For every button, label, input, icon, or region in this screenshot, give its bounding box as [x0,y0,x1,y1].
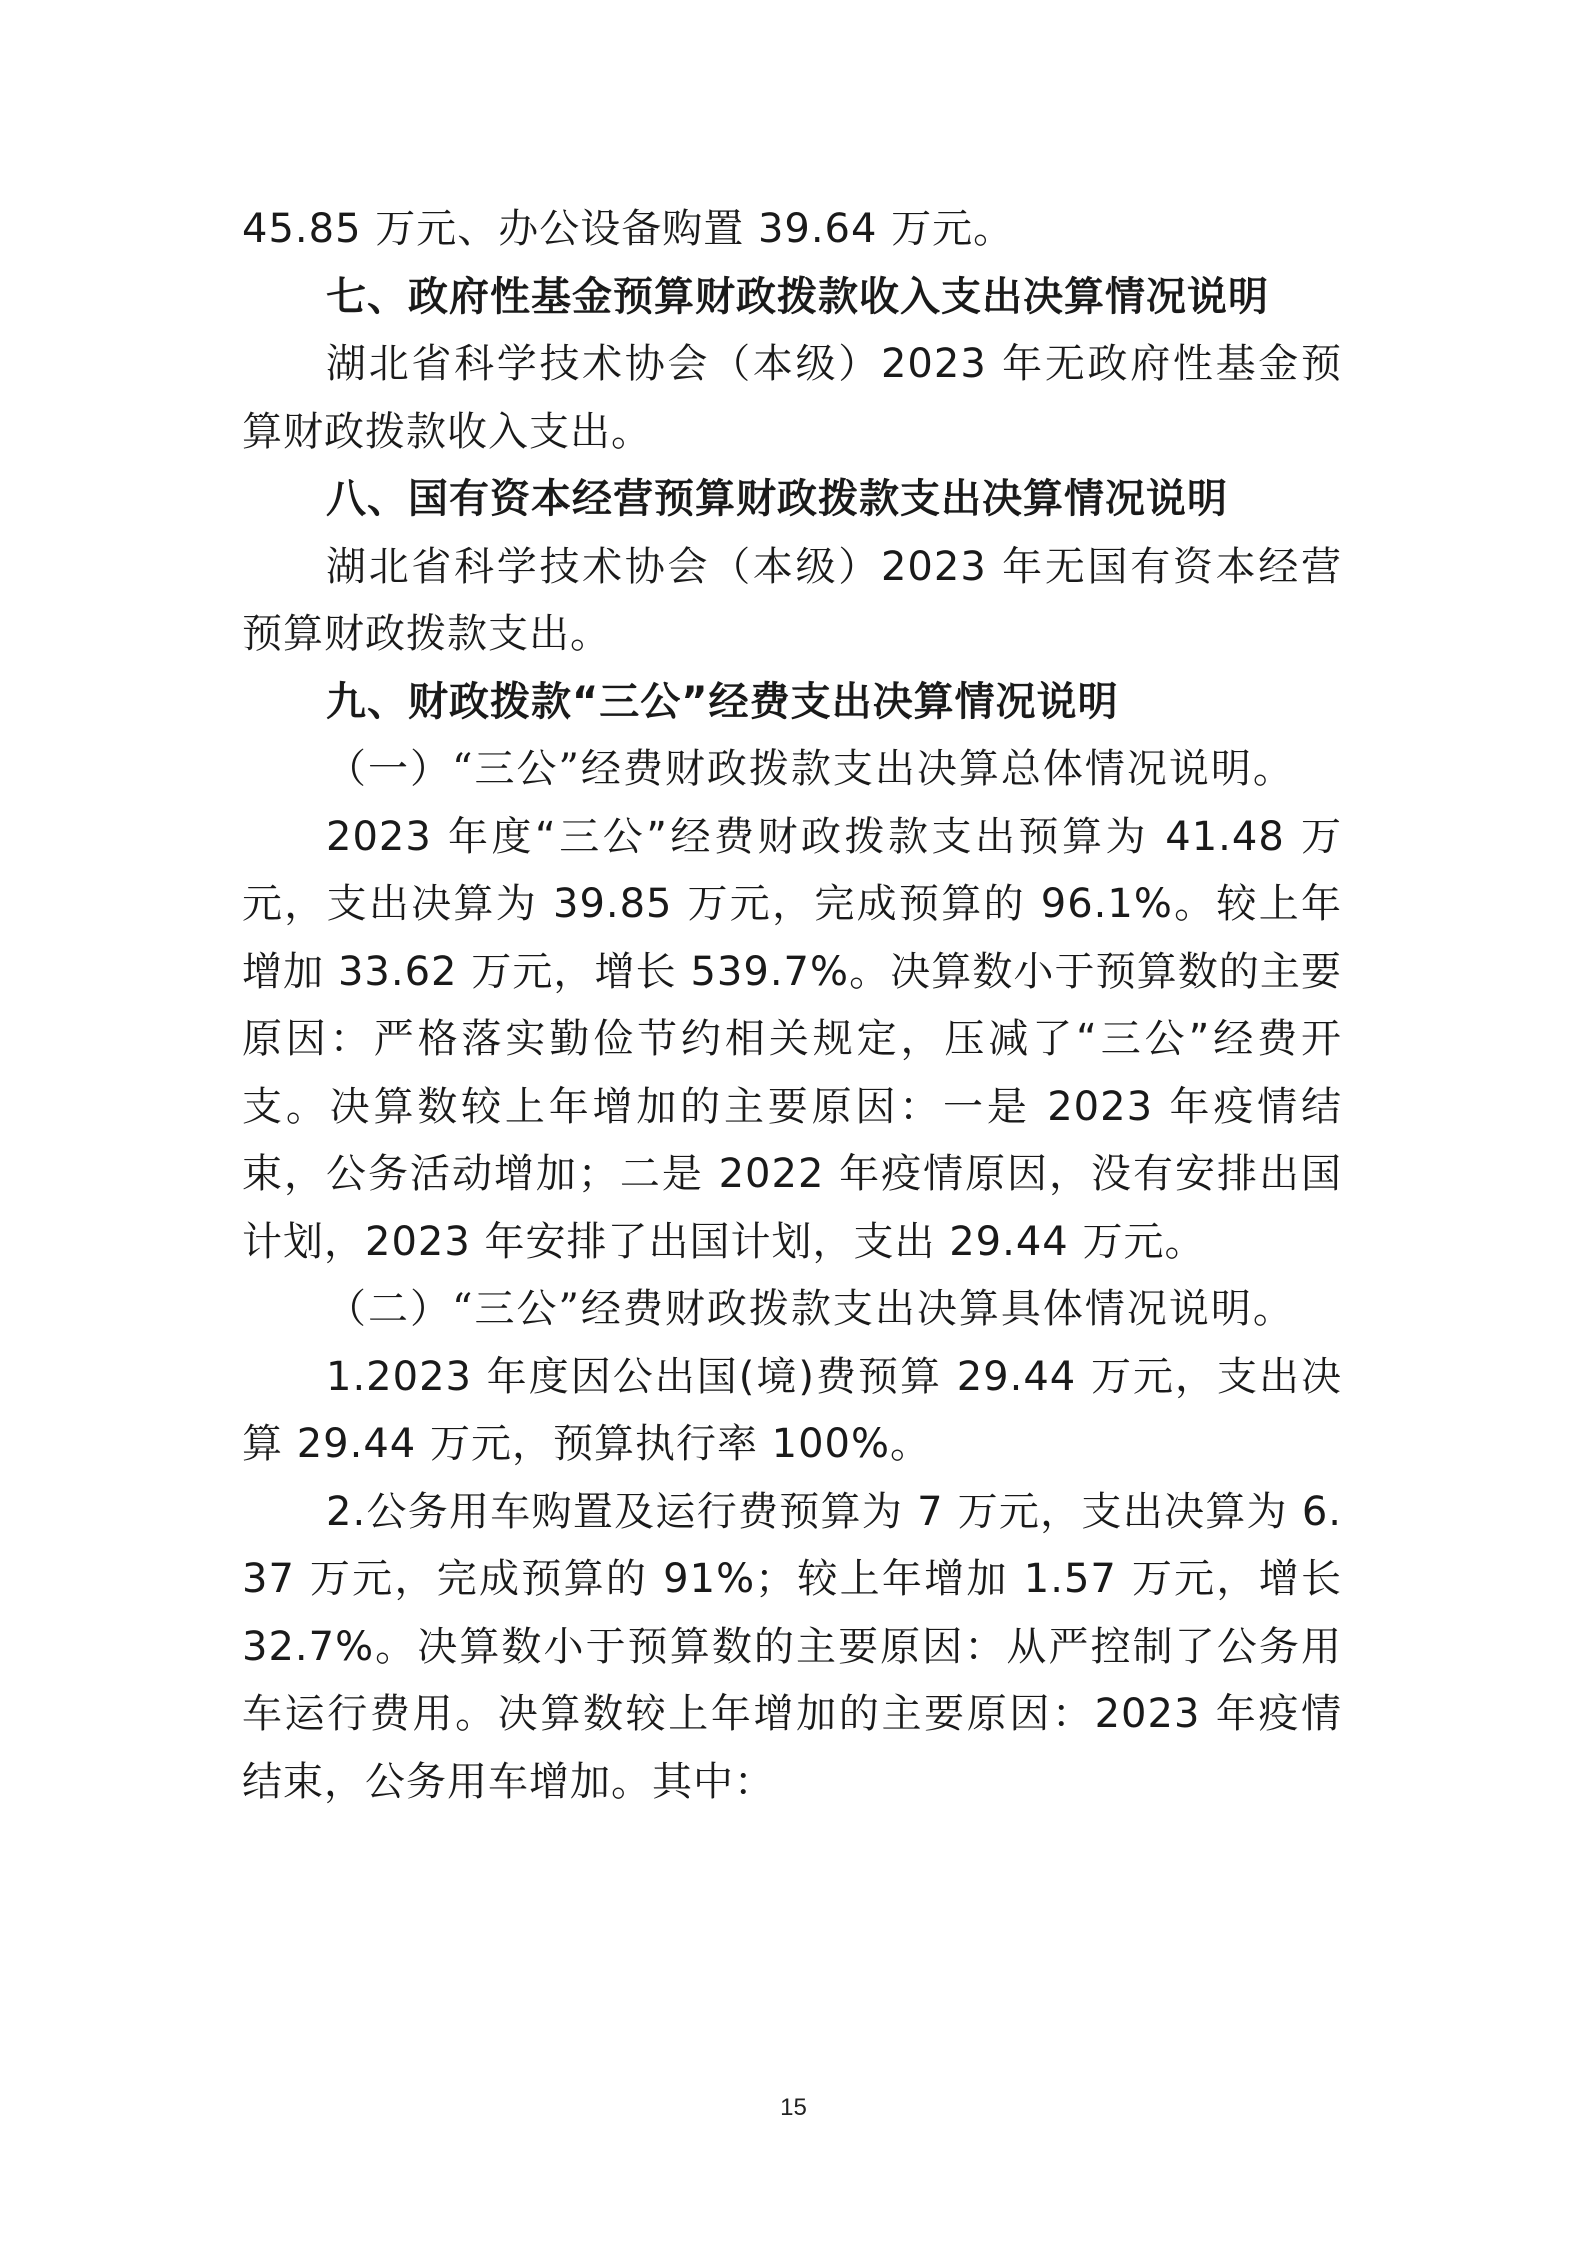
paragraph-item-2: 2.公务用车购置及运行费预算为 7 万元，支出决算为 6.37 万元，完成预算的 91%；较上年增加 1.57 万元，增长 32.7%。决算数小于预算数的主要原因：从严控制了公务用车运行费用。决算数较上年增加的主要原因：2023 年疫情结束，公务用车增加。其中： [242,1488,1342,1805]
paragraph-item-1: 1.2023 年度因公出国(境)费预算 29.44 万元，支出决算 29.44 万元，预算执行率 100%。 [242,1353,1342,1467]
subsection-heading-1: （一）“三公”经费财政拨款支出决算总体情况说明。 [326,746,1295,792]
paragraph-section-8: 湖北省科学技术协会（本级）2023 年无国有资本经营预算财政拨款支出。 [242,543,1342,657]
paragraph-continuation: 45.85 万元、办公设备购置 39.64 万元。 [242,206,1015,252]
document-body [242,196,1342,1816]
section-heading-9: 九、财政拨款“三公”经费支出决算情况说明 [326,678,1119,725]
paragraph-section-7: 湖北省科学技术协会（本级）2023 年无政府性基金预算财政拨款收入支出。 [242,341,1342,455]
section-heading-8: 八、国有资本经营预算财政拨款支出决算情况说明 [326,476,1228,522]
subsection-heading-2: （二）“三公”经费财政拨款支出决算具体情况说明。 [326,1286,1295,1332]
page-number: 15 [780,2094,807,2121]
paragraph-overall: 2023 年度“三公”经费财政拨款支出预算为 41.48 万元，支出决算为 39.85 万元，完成预算的 96.1%。较上年增加 33.62 万元，增长 539.7%。决算数小于预算数的主要原因：严格落实勤俭节约相关规定，压减了“三公”经费开支。决算数较上年增加的主要原因：一是 2023 年疫情结束，公务活动增加；二是 2022 年疫情原因，没有安排出国计划，2023 年安排了出国计划，支出 29.44 万元。 [242,813,1342,1265]
section-heading-7: 七、政府性基金预算财政拨款收入支出决算情况说明 [326,273,1269,320]
